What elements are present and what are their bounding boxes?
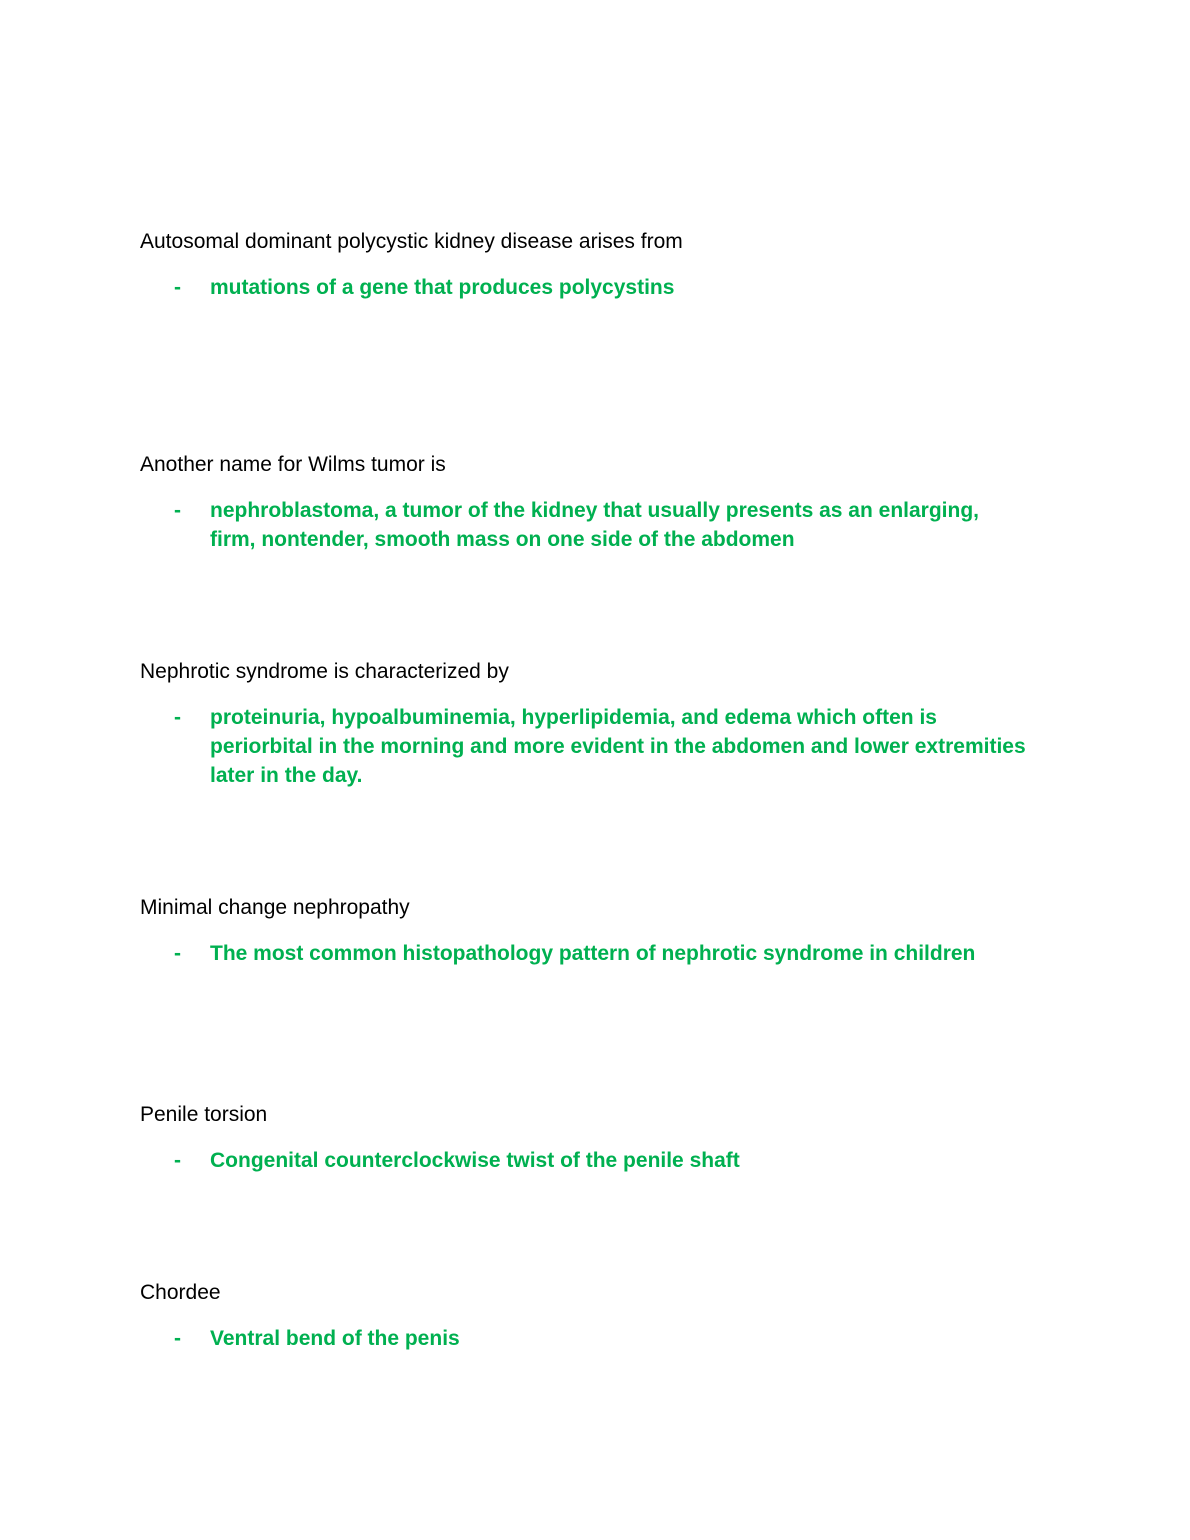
question-text: Autosomal dominant polycystic kidney disease arises from <box>140 230 683 253</box>
answer-text: The most common histopathology pattern of nephrotic syndrome in children <box>210 942 976 965</box>
question-text: Another name for Wilms tumor is <box>140 453 446 476</box>
answer-text: Ventral bend of the penis <box>210 1327 460 1350</box>
dash-bullet: - <box>174 1327 181 1350</box>
question-text: Minimal change nephropathy <box>140 896 410 919</box>
qa-item <box>140 1101 1040 1175</box>
qa-item <box>140 451 1040 554</box>
qa-item <box>140 658 1040 790</box>
question-text: Nephrotic syndrome is characterized by <box>140 660 509 683</box>
qa-item <box>140 1279 1040 1353</box>
answer-row <box>140 1146 1040 1175</box>
question-text: Chordee <box>140 1281 221 1304</box>
dash-bullet: - <box>174 276 181 299</box>
question-text: Penile torsion <box>140 1103 268 1126</box>
answer-text: nephroblastoma, a tumor of the kidney that usually presents as an enlarging, firm, nontender, smooth mass on one side of the abdomen <box>210 499 979 551</box>
answer-row <box>140 1324 1040 1353</box>
answer-text: mutations of a gene that produces polycystins <box>210 276 675 299</box>
dash-bullet: - <box>174 1149 181 1172</box>
answer-text: Congenital counterclockwise twist of the penile shaft <box>210 1149 740 1172</box>
dash-bullet: - <box>174 942 181 965</box>
dash-bullet: - <box>174 499 181 522</box>
qa-item <box>140 894 1040 968</box>
answer-text: proteinuria, hypoalbuminemia, hyperlipidemia, and edema which often is periorbital in the morning and more evident in the abdomen and lower extremities later in the day. <box>210 706 1026 787</box>
answer-row <box>140 273 1040 302</box>
dash-bullet: - <box>174 706 181 729</box>
answer-row <box>140 496 1040 554</box>
qa-item <box>140 228 1040 302</box>
answer-row <box>140 939 1040 968</box>
answer-row <box>140 703 1040 790</box>
